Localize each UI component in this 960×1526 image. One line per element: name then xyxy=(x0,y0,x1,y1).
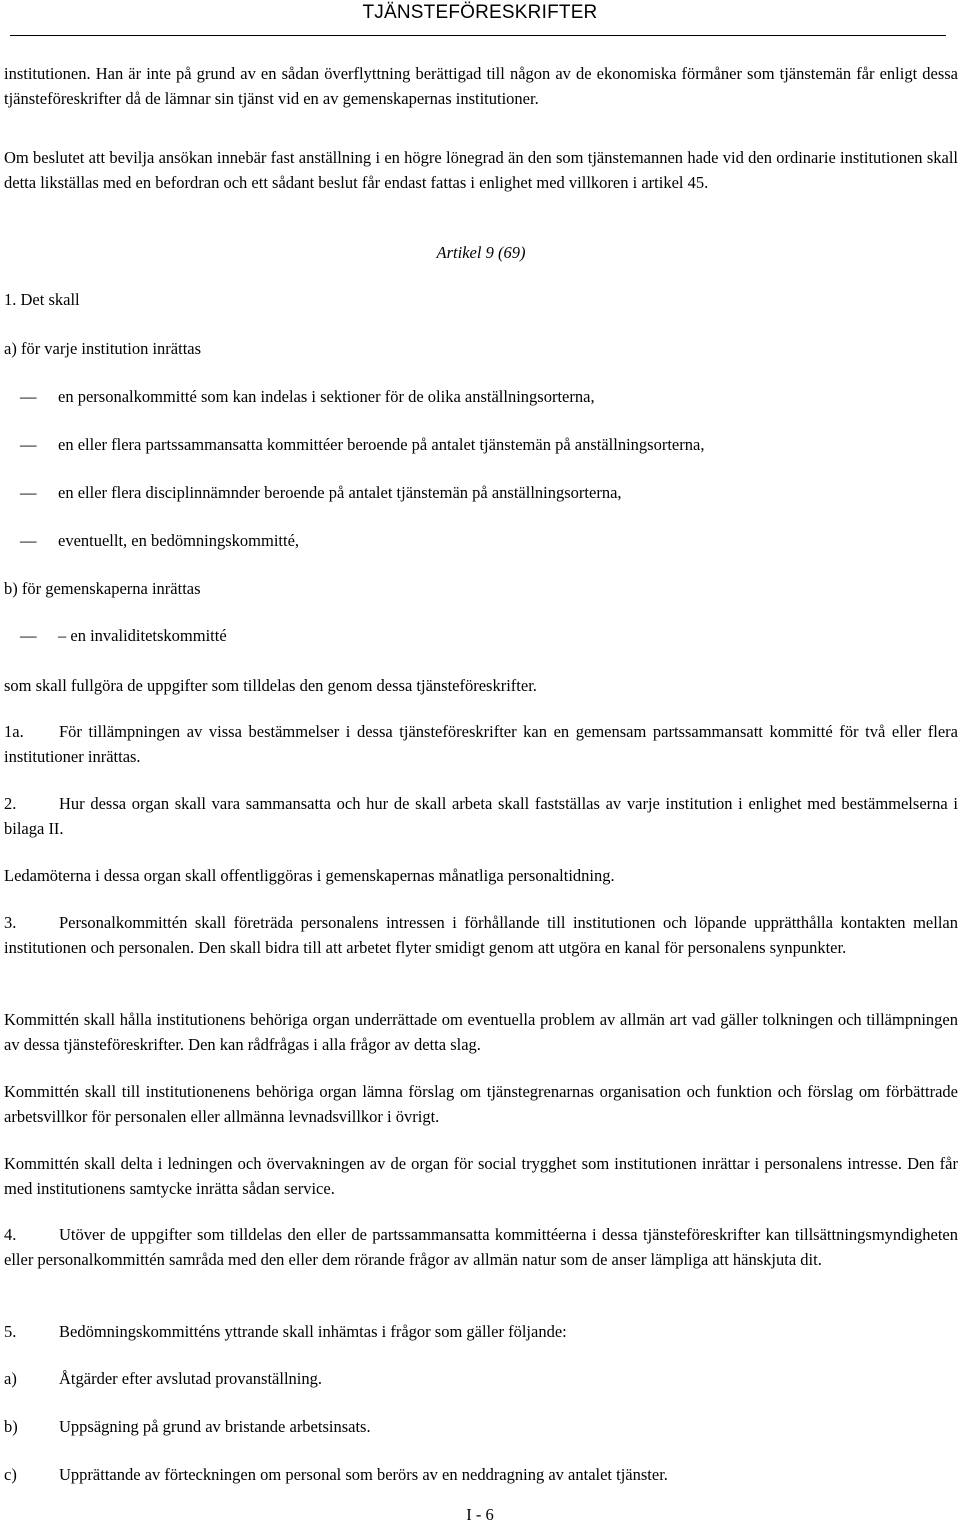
section-text: Personalkommittén skall företräda personalens intressen i förhållande till institutionen och löpande upprätthålla kontakten mellan institutionen och personalen. Den skall bidra till att arbetet flyter smidigt genom att utgöra en kanal för personalens synpunkter. xyxy=(4,913,958,957)
list-item-label: b) xyxy=(4,1417,18,1436)
list-item xyxy=(4,1463,958,1488)
list-item-text: Upprättande av förteckningen om personal som berörs av en neddragning av antalet tjänster. xyxy=(59,1465,668,1484)
section-text: Utöver de uppgifter som tilldelas den eller de partssammansatta kommittéerna i dessa tjänsteföreskrifter kan tillsättningsmyndigheten eller personalkommittén samråda med den eller dem rörande frågor av allmän natur som de anser lämpliga att hänskjuta dit. xyxy=(4,1225,958,1269)
section-4 xyxy=(4,1223,958,1272)
list-item xyxy=(20,624,950,648)
section-number: 1a. xyxy=(4,722,24,741)
section-1-intro: 1. Det skall xyxy=(4,290,80,309)
list-item-text: Uppsägning på grund av bristande arbetsinsats. xyxy=(59,1417,371,1436)
dash-bullet: — xyxy=(20,387,37,406)
section-number: 4. xyxy=(4,1225,17,1244)
section-1-closing: som skall fullgöra de uppgifter som tilldelas den genom dessa tjänsteföreskrifter. xyxy=(4,676,537,695)
page-header xyxy=(0,0,960,30)
list-item-text: en eller flera partssammansatta kommittéer beroende på antalet tjänstemän på anställningsorterna, xyxy=(58,435,705,454)
section-1-a-label: a) för varje institution inrättas xyxy=(4,339,202,358)
section-text: Bedömningskommitténs yttrande skall inhämtas i frågor som gäller följande: xyxy=(59,1322,567,1341)
section-5 xyxy=(4,1320,958,1345)
header-rule xyxy=(10,35,946,36)
section-3-paragraph-2: Kommittén skall hålla institutionens behöriga organ underrättade om eventuella problem av allmän art vad gäller tolkningen och tillämpningen av dessa tjänsteföreskrifter. Den kan rådfrågas i alla frågor av detta slag. xyxy=(4,1010,958,1054)
section-number: 2. xyxy=(4,794,17,813)
list-item xyxy=(20,529,950,553)
list-item-text: eventuellt, en bedömningskommitté, xyxy=(58,531,300,550)
paragraph-beslut: Om beslutet att bevilja ansökan innebär fast anställning i en högre lönegrad än den som tjänstemannen hade vid den ordinarie institutionen skall detta likställas med en befordran och ett sådant beslut får endast fattas i enlighet med villkoren i artikel 45. xyxy=(4,148,958,192)
list-item xyxy=(4,1367,958,1392)
list-item xyxy=(20,433,950,457)
article-heading: Artikel 9 (69) xyxy=(436,243,526,262)
list-item-text: en eller flera disciplinnämnder beroende på antalet tjänstemän på anställningsorterna, xyxy=(58,483,622,502)
list-item-label: a) xyxy=(4,1369,17,1388)
page-number: I - 6 xyxy=(466,1505,494,1524)
section-1a xyxy=(4,720,958,769)
dash-bullet: — xyxy=(20,531,37,550)
running-header-title: TJÄNSTEFÖRESKRIFTER xyxy=(362,2,598,23)
list-item xyxy=(20,481,950,505)
section-2 xyxy=(4,792,958,841)
list-item xyxy=(4,1415,958,1440)
list-item-text: Åtgärder efter avslutad provanställning. xyxy=(59,1369,322,1388)
section-3 xyxy=(4,911,958,960)
list-item-text: – en invaliditetskommitté xyxy=(58,626,227,645)
section-3-paragraph-4: Kommittén skall delta i ledningen och övervakningen av de organ för social trygghet som institutionen inrättar i personalens intresse. Den får med institutionens samtycke inrätta sådan service. xyxy=(4,1154,958,1198)
dash-bullet: — xyxy=(20,626,37,645)
section-text: Hur dessa organ skall vara sammansatta och hur de skall arbeta skall fastställas av varje institution i enlighet med bestämmelserna i bilaga II. xyxy=(4,794,958,838)
list-item-text: en personalkommitté som kan indelas i sektioner för de olika anställningsorterna, xyxy=(58,387,595,406)
section-2-paragraph-2: Ledamöterna i dessa organ skall offentliggöras i gemenskapernas månatliga personaltidning. xyxy=(4,866,615,885)
list-item xyxy=(20,385,950,409)
section-1-b-label: b) för gemenskaperna inrättas xyxy=(4,579,201,598)
paragraph-intro: institutionen. Han är inte på grund av en sådan överflyttning berättigad till någon av de ekonomiska förmåner som tjänstemän får enligt dessa tjänsteföreskrifter då de lämnar sin tjänst vid en av gemenskapernas institutioner. xyxy=(4,64,958,108)
section-number: 3. xyxy=(4,913,17,932)
section-number: 5. xyxy=(4,1322,17,1341)
section-text: För tillämpningen av vissa bestämmelser i dessa tjänsteföreskrifter kan en gemensam partssammansatt kommitté för två eller flera institutioner inrättas. xyxy=(4,722,958,766)
list-item-label: c) xyxy=(4,1465,17,1484)
dash-bullet: — xyxy=(20,435,37,454)
dash-bullet: — xyxy=(20,483,37,502)
section-3-paragraph-3: Kommittén skall till institutionenens behöriga organ lämna förslag om tjänstegrenarnas organisation och funktion och förslag om förbättrade arbetsvillkor för personalen eller allmänna levnadsvillkor i övrigt. xyxy=(4,1082,958,1126)
